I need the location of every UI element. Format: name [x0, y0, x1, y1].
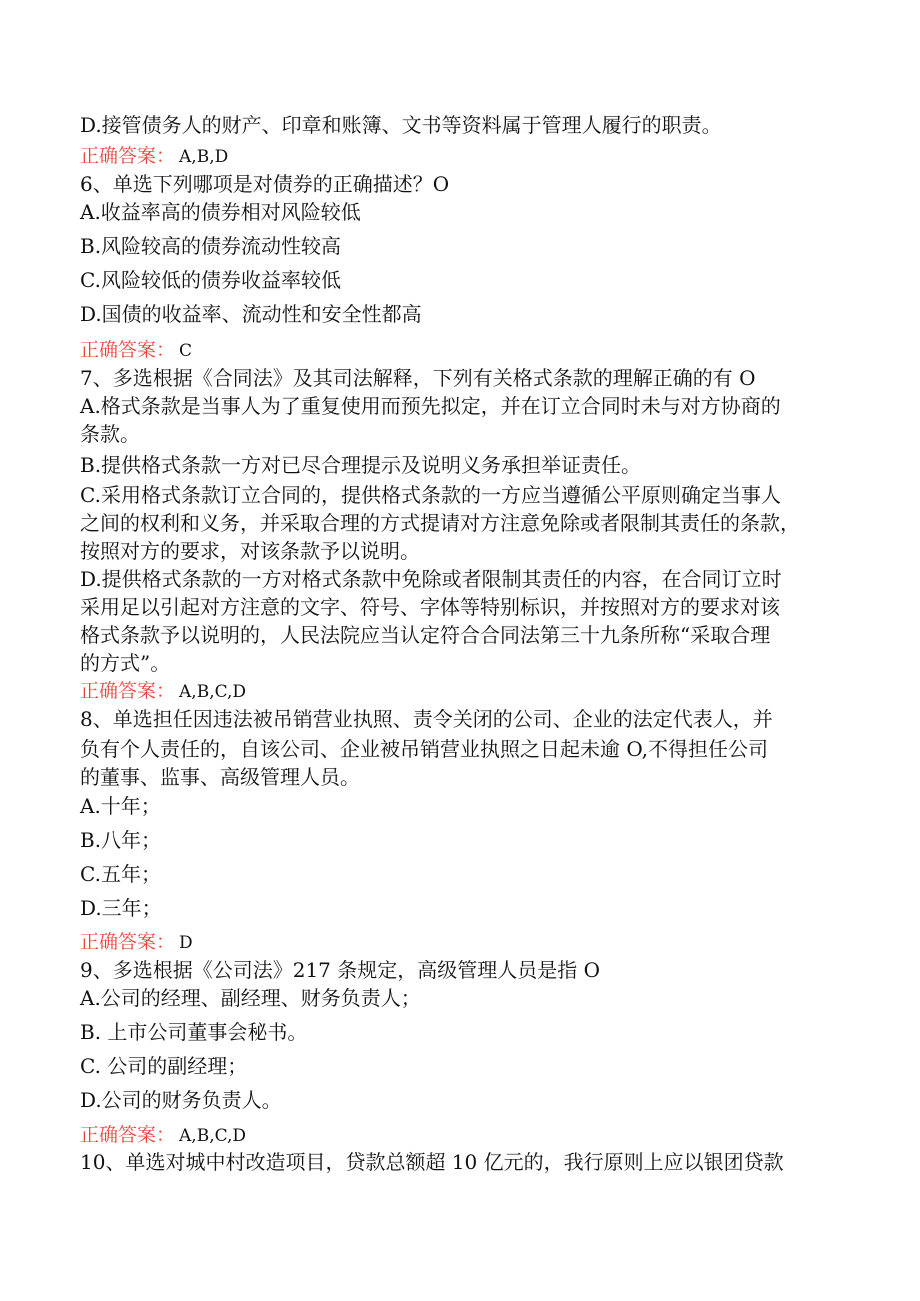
answer-value: A,B,D — [179, 147, 229, 167]
q7-option-a-line-1: A.格式条款是当事人为了重复使用而预先拟定，并在订立合同时未与对方协商的 — [80, 394, 781, 418]
q9-option-a: A.公司的经理、副经理、财务负责人； — [80, 986, 421, 1010]
q6-option-a: A.收益率高的债券相对风险较低 — [80, 200, 361, 224]
q7-option-d-line-3: 格式条款予以说明的，人民法院应当认定符合合同法第三十九条所称“采取合理 — [80, 623, 771, 647]
answer-label: 正确答案： — [80, 145, 176, 167]
q7-option-c-line-3: 按照对方的要求，对该条款予以说明。 — [80, 539, 420, 563]
q7-option-b: B.提供格式条款一方对已尽合理提示及说明义务承担举证责任。 — [80, 453, 642, 477]
q8-option-c: C.五年； — [80, 862, 161, 886]
answer-label: 正确答案： — [80, 680, 176, 702]
q9-option-c: C. 公司的副经理； — [80, 1054, 248, 1078]
q8-option-b: B.八年； — [80, 828, 162, 852]
q9-answer — [80, 1121, 840, 1150]
q10-question-line-1: 10、单选对城中村改造项目，贷款总额超 10 亿元的，我行原则上应以银团贷款 — [80, 1150, 784, 1174]
q7-option-d-line-2: 采用足以引起对方注意的文字、符号、字体等特别标识，并按照对方的要求对该 — [80, 595, 780, 619]
q7-answer — [80, 677, 840, 706]
q8-option-d: D.三年； — [80, 896, 162, 920]
q9-question: 9、多选根据《公司法》217 条规定，高级管理人员是指 O — [80, 958, 601, 982]
q7-option-c-line-2: 之间的权利和义务，并采取合理的方式提请对方注意免除或者限制其责任的条款， — [80, 511, 800, 535]
answer-label: 正确答案： — [80, 931, 176, 953]
q8-question-line-2: 负有个人责任的，自该公司、企业被吊销营业执照之日起未逾 O,不得担任公司 — [80, 737, 768, 761]
answer-value: A,B,C,D — [179, 1126, 247, 1146]
q7-option-a-line-2: 条款。 — [80, 422, 140, 446]
q5-option-d: D.接管债务人的财产、印章和账簿、文书等资料属于管理人履行的职责。 — [80, 113, 722, 137]
answer-label: 正确答案： — [80, 339, 176, 361]
q9-option-b: B. 上市公司董事会秘书。 — [80, 1020, 308, 1044]
q7-option-d-line-4: 的方式”。 — [80, 651, 171, 675]
q6-question: 6、单选下列哪项是对债券的正确描述？O — [80, 172, 450, 196]
q6-answer — [80, 336, 840, 365]
q6-option-b: B.风险较高的债券流动性较高 — [80, 234, 342, 258]
q7-option-d-line-1: D.提供格式条款的一方对格式条款中免除或者限制其责任的内容，在合同订立时 — [80, 567, 782, 591]
q7-option-c-line-1: C.采用格式条款订立合同的，提供格式条款的一方应当遵循公平原则确定当事人 — [80, 483, 781, 507]
q7-question: 7、多选根据《合同法》及其司法解释，下列有关格式条款的理解正确的有 O — [80, 366, 756, 390]
answer-value: A,B,C,D — [179, 682, 247, 702]
q9-option-d: D.公司的财务负责人。 — [80, 1088, 282, 1112]
q8-answer — [80, 928, 840, 957]
answer-label: 正确答案： — [80, 1124, 176, 1146]
q8-question-line-1: 8、单选担任因违法被吊销营业执照、责令关闭的公司、企业的法定代表人，并 — [80, 707, 773, 731]
q6-option-c: C.风险较低的债券收益率较低 — [80, 268, 341, 292]
q8-question-line-3: 的董事、监事、高级管理人员。 — [80, 765, 360, 789]
q8-option-a: A.十年； — [80, 794, 161, 818]
q5-answer — [80, 142, 840, 171]
answer-value: C — [179, 341, 193, 361]
q6-option-d: D.国债的收益率、流动性和安全性都高 — [80, 302, 422, 326]
answer-value: D — [179, 933, 193, 953]
